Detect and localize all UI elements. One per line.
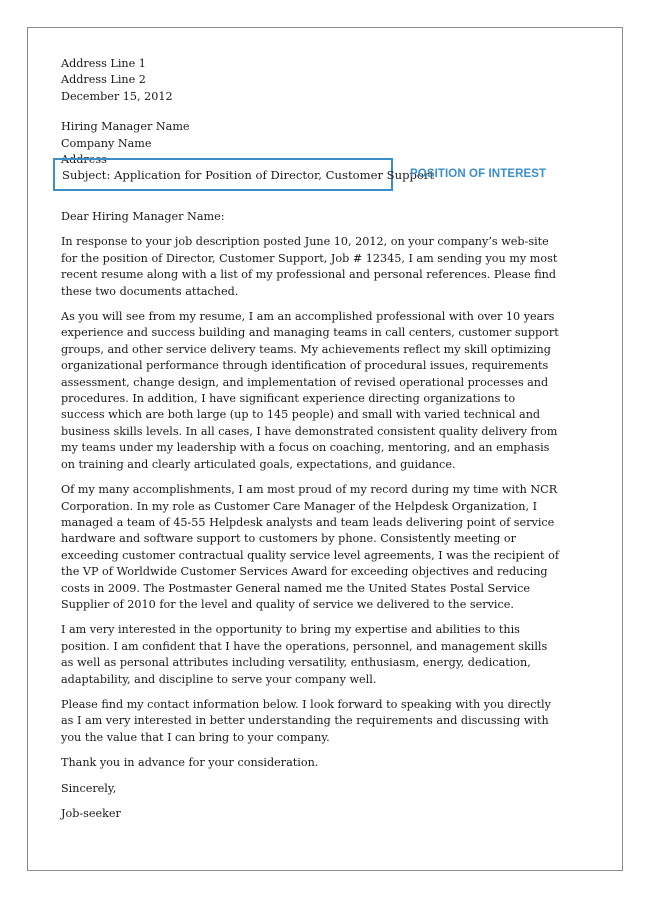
recipient-address-line: Address [61, 153, 107, 167]
address-line-1: Address Line 1 [61, 57, 146, 70]
paragraph-experience: As you will see from my resume, I am an accomplished professional with over 10 years experience and success building and managing teams in call centers, customer support groups, and other service delivery teams. My achievements reflect my skill optimizing organizational performance through identification of procedural issues, requirements assessment, change design, and implementation of revised operational processes and procedures. In addition, I have significant experience directing organizations to success which are both large (up to 145 people) and small with varied technical and business skills levels. In all cases, I have demonstrated consistent quality delivery from my teams under my leadership with a focus on coaching, mentoring, and an emphasis on training and clearly articulated goals, expectations, and guidance. [61, 310, 559, 471]
paragraph-accomplishments: Of my many accomplishments, I am most proud of my record during my time with NCR Corporation. In my role as Customer Care Manager of the Helpdesk Organization, I managed a team of 45-55 Helpdesk analysts and team leads delivering point of service hardware and software support to customers by phone. Consistently meeting or exceeding customer contractual quality service level agreements, I was the recipient of the VP of Worldwide Customer Services Award for exceeding objectives and reducing costs in 2009. The Postmaster General named me the United States Postal Service Supplier of 2010 for the level and quality of service we delivered to the service. [61, 483, 559, 611]
letter-date: December 15, 2012 [61, 89, 173, 103]
recipient-name: Hiring Manager Name [61, 120, 190, 134]
subject-box [53, 158, 435, 191]
sender-address [61, 56, 561, 105]
paragraph-contact: Please find my contact information below. I look forward to speaking with you directly as I am very interested in better understanding the requirements and discussing with you the value that I can bring to your company. [61, 697, 551, 744]
paragraph-interest: I am very interested in the opportunity to bring my expertise and abilities to this position. I am confident that I have the operations, personnel, and management skills as well as personal attributes including versatility, enthusiasm, energy, dedication, adaptability, and discipline to serve your company well. [61, 623, 548, 686]
address-line-2: Address Line 2 [61, 73, 146, 87]
closing: Sincerely, [61, 781, 117, 795]
position-of-interest-label: POSITION OF INTEREST [410, 168, 547, 180]
paragraph-intro: In response to your job description posted June 10, 2012, on your company’s web-site for the position of Director, Customer Support, Job # 12345, I am sending you my most recent resume along with a list of my professional and personal references. Please find these two documents attached. [61, 235, 558, 298]
letter-body [61, 209, 561, 831]
subject-line: Subject: Application for Position of Director, Customer Support [62, 167, 435, 182]
recipient-company: Company Name [61, 136, 152, 150]
paragraph-thanks: Thank you in advance for your consideration. [61, 756, 319, 770]
greeting: Dear Hiring Manager Name: [61, 210, 225, 223]
signature: Job-seeker [61, 807, 121, 820]
